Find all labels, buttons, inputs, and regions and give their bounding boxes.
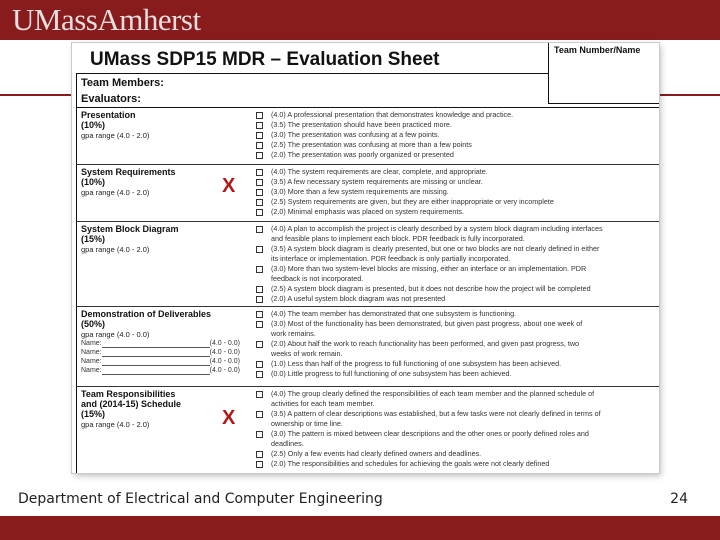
checkbox[interactable] xyxy=(256,411,263,418)
section-weight: (10%) xyxy=(81,177,106,187)
criterion: (4.0) A plan to accomplish the project is clearly described by a system block diagram including interfaces xyxy=(256,224,656,234)
criterion-continued: weeks of work remain. xyxy=(271,349,343,358)
criterion-continued: its interface or implementation. PDR feedback is only partially incorporated. xyxy=(271,254,511,263)
criterion: (3.0) The pattern is mixed between clear descriptions and the other ones or poorly defined roles and xyxy=(256,429,656,439)
checkbox[interactable] xyxy=(256,142,263,149)
section-demonstration-of-deliverables xyxy=(76,307,659,387)
checkbox[interactable] xyxy=(256,209,263,216)
evaluator-x-mark: X xyxy=(222,407,236,429)
criterion: (3.0) The presentation was confusing at a few points. xyxy=(256,130,656,140)
criterion: (3.0) Most of the functionality has been demonstrated, but given past progress, about one week of xyxy=(256,319,656,329)
checkbox[interactable] xyxy=(256,296,263,303)
name-field[interactable]: Name: (4.0 - 0.0) xyxy=(81,349,240,356)
section-title-continued: and (2014-15) Schedule xyxy=(81,399,182,409)
criterion: (2.0) A useful system block diagram was not presented xyxy=(256,294,656,304)
criterion: (2.5) A system block diagram is presented, but it does not describe how the project will be completed xyxy=(256,284,656,294)
evaluators-label: Evaluators: xyxy=(81,93,141,105)
section-system-requirements xyxy=(76,165,659,222)
section-range: gpa range (4.0 - 2.0) xyxy=(81,131,150,140)
checkbox[interactable] xyxy=(256,371,263,378)
criterion: (3.0) More than two system-level blocks are missing, either an interface or an implementation. PDR xyxy=(256,264,656,274)
checkbox[interactable] xyxy=(256,226,263,233)
evaluator-x-mark: X xyxy=(222,175,236,197)
criterion-continued: and feasible plans to implement each block. PDR feedback is fully incorporated. xyxy=(271,234,525,243)
criterion: (2.0) The presentation was poorly organized or presented xyxy=(256,150,656,160)
criterion-continued: work remains. xyxy=(271,329,316,338)
section-presentation xyxy=(76,108,659,165)
checkbox[interactable] xyxy=(256,112,263,119)
section-title: Team Responsibilities xyxy=(81,389,176,399)
section-title: Demonstration of Deliverables xyxy=(81,309,212,319)
checkbox[interactable] xyxy=(256,169,263,176)
checkbox[interactable] xyxy=(256,246,263,253)
checkbox[interactable] xyxy=(256,266,263,273)
criterion: (4.0) The group clearly defined the responsibilities of each team member and the planned schedule of xyxy=(256,389,656,399)
checkbox[interactable] xyxy=(256,451,263,458)
criterion: (0.0) Little progress to full functioning of one subsystem has been achieved. xyxy=(256,369,656,379)
section-system-block-diagram xyxy=(76,222,659,307)
criterion: (2.0) The responsibilities and schedules for achieving the goals were not clearly defined xyxy=(256,459,656,469)
umass-logo: UMassAmherst xyxy=(12,2,201,37)
section-title: System Block Diagram xyxy=(81,224,179,234)
criterion: (2.5) System requirements are given, but they are either inappropriate or very incomplete xyxy=(256,197,656,207)
header-bar xyxy=(0,0,720,40)
checkbox[interactable] xyxy=(256,199,263,206)
department-footer: Department of Electrical and Computer Engineering xyxy=(18,491,383,507)
checkbox[interactable] xyxy=(256,311,263,318)
criterion: (4.0) A professional presentation that demonstrates knowledge and practice. xyxy=(256,110,656,120)
criterion: (2.5) The presentation was confusing at more than a few points xyxy=(256,140,656,150)
section-weight: (10%) xyxy=(81,120,106,130)
criterion: (3.0) More than a few system requirements are missing. xyxy=(256,187,656,197)
team-number-label: Team Number/Name xyxy=(554,45,641,55)
section-weight: (15%) xyxy=(81,234,106,244)
checkbox[interactable] xyxy=(256,286,263,293)
criterion: (2.5) Only a few events had clearly defined owners and deadlines. xyxy=(256,449,656,459)
evaluation-sheet xyxy=(72,43,659,473)
criterion: (3.5) A few necessary system requirements are missing or unclear. xyxy=(256,177,656,187)
criterion: (1.0) Less than half of the progress to full functioning of one subsystem has been achieved. xyxy=(256,359,656,369)
criterion-continued: feedback is not incorporated. xyxy=(271,274,364,283)
section-range: gpa range (4.0 - 0.0) xyxy=(81,330,150,339)
section-title: Presentation xyxy=(81,110,136,120)
checkbox[interactable] xyxy=(256,431,263,438)
checkbox[interactable] xyxy=(256,461,263,468)
sheet-title: UMass SDP15 MDR – Evaluation Sheet xyxy=(90,49,440,70)
name-field[interactable]: Name: (4.0 - 0.0) xyxy=(81,358,240,365)
checkbox[interactable] xyxy=(256,152,263,159)
checkbox[interactable] xyxy=(256,122,263,129)
section-range: gpa range (4.0 - 2.0) xyxy=(81,245,150,254)
checkbox[interactable] xyxy=(256,179,263,186)
section-range: gpa range (4.0 - 2.0) xyxy=(81,188,150,197)
checkbox[interactable] xyxy=(256,341,263,348)
name-field[interactable]: Name: (4.0 - 0.0) xyxy=(81,367,240,374)
checkbox[interactable] xyxy=(256,189,263,196)
section-weight: (50%) xyxy=(81,319,106,329)
criterion: (2.0) About half the work to reach functionality has been performed, and given past progress, two xyxy=(256,339,656,349)
checkbox[interactable] xyxy=(256,132,263,139)
page-number: 24 xyxy=(670,491,688,507)
criterion-continued: deadlines. xyxy=(271,439,304,448)
team-number-box xyxy=(548,43,659,104)
criterion: (4.0) The system requirements are clear, complete, and appropriate. xyxy=(256,167,656,177)
criterion: (2.0) Minimal emphasis was placed on system requirements. xyxy=(256,207,656,217)
name-field[interactable]: Name: (4.0 - 0.0) xyxy=(81,340,240,347)
section-range: gpa range (4.0 - 2.0) xyxy=(81,420,150,429)
section-title: System Requirements xyxy=(81,167,176,177)
section-team-responsibilities xyxy=(76,387,659,471)
section-weight: (15%) xyxy=(81,409,106,419)
checkbox[interactable] xyxy=(256,361,263,368)
criterion: (3.5) A pattern of clear descriptions was established, but a few tasks were not clearly defined in terms of xyxy=(256,409,656,419)
footer-bar xyxy=(0,516,720,540)
checkbox[interactable] xyxy=(256,391,263,398)
team-members-label: Team Members: xyxy=(81,77,164,89)
criterion-continued: ownership or time line. xyxy=(271,419,343,428)
criterion-continued: activities for each team member. xyxy=(271,399,375,408)
checkbox[interactable] xyxy=(256,321,263,328)
criterion: (3.5) The presentation should have been practiced more. xyxy=(256,120,656,130)
criterion: (3.5) A system block diagram is clearly presented, but one or two blocks are not clearly defined in either xyxy=(256,244,656,254)
criterion: (4.0) The team member has demonstrated that one subsystem is functioning. xyxy=(256,309,656,319)
